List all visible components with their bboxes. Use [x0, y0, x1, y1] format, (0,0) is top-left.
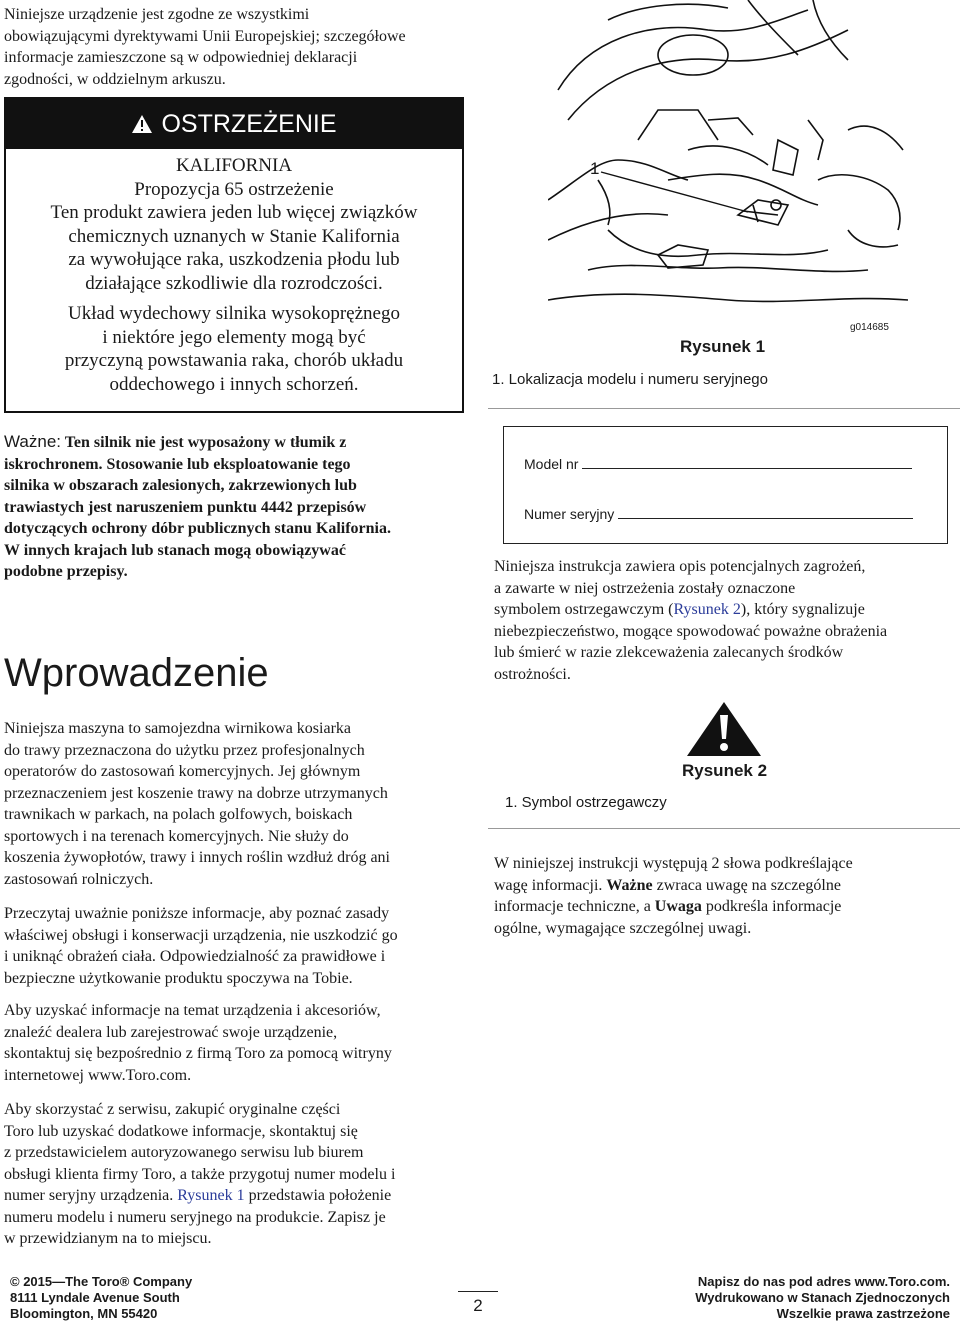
figure1-legend: 1. Lokalizacja modelu i numeru seryjnego: [492, 371, 768, 388]
warning-body: [6, 149, 462, 396]
text-line: operatorów do zastosowań komercyjnych. Jej głównym: [4, 763, 361, 780]
text-line: z przedstawicielem autoryzowanego serwisu lub biurem: [4, 1144, 364, 1161]
divider: [488, 828, 960, 829]
warning-line: przyczyną powstawania raka, chorób układu: [64, 350, 404, 371]
warning-line: oddechowego i innych schorzeń.: [109, 373, 359, 395]
important-line: iskrochronem. Stosowanie lub eksploatowanie tego: [4, 455, 351, 473]
model-serial-box: [503, 426, 948, 544]
read-carefully-paragraph: [4, 903, 466, 989]
safety-alert-triangle-icon: [686, 701, 762, 757]
figure1-callout-number: 1: [590, 159, 600, 178]
text-line: bezpieczne użytkowanie produktu spoczywa na Tobie.: [4, 969, 353, 987]
text-line: ogólne, wymagające szczególnej uwagi.: [494, 919, 752, 937]
serial-number-field[interactable]: [524, 504, 913, 522]
service-paragraph: [4, 1099, 466, 1250]
warning-line: Propozycja 65 ostrzeżenie: [134, 178, 334, 200]
text-line: i uniknąć obrażeń ciała. Odpowiedzialność za prawidłowe i: [4, 948, 386, 965]
text-line: Przeczytaj uważnie poniższe informacje, aby poznać zasady: [4, 905, 390, 922]
text-line: internetowej www.Toro.com.: [4, 1066, 192, 1084]
serial-number-label: Numer seryjny: [524, 506, 615, 522]
important-line: trawiastych jest naruszeniem punktu 4442 przepisów: [4, 498, 367, 516]
figure2-caption: Rysunek 2: [682, 761, 768, 780]
contact-paragraph: [4, 1000, 466, 1086]
bold-term: Ważne: [606, 876, 653, 894]
text-line: Toro lub uzyskać dodatkowe informacje, skontaktuj się: [4, 1122, 358, 1140]
bold-term: Uwaga: [654, 898, 702, 915]
warning-line: KALIFORNIA: [175, 155, 293, 176]
divider: [488, 408, 960, 409]
warning-line: chemicznych uznanych w Stanie Kalifornia: [68, 225, 400, 247]
figure2-legend: 1. Symbol ostrzegawczy: [505, 794, 667, 811]
signal-words-paragraph: [494, 853, 956, 939]
text-span: podkreśla informacje: [701, 898, 842, 915]
important-label: Ważne:: [4, 432, 62, 451]
footer-company-info: [10, 1274, 192, 1322]
text-line: właściwej obsługi i konserwacji urządzenia, nie uszkodzić go: [4, 926, 398, 944]
text-line: numeru modelu i numeru seryjnego na produkcie. Zapisz je: [4, 1208, 386, 1226]
page-number-rule: [458, 1291, 498, 1292]
text-line: sportowych i na terenach komercyjnych. Nie służy do: [4, 827, 349, 845]
section-heading: Wprowadzenie: [4, 651, 269, 695]
text-line: zastosowań rolniczych.: [4, 870, 154, 888]
text-line: a zawarte w niej ostrzeżenia zostały oznaczone: [494, 579, 796, 597]
text-line: niebezpieczeństwo, mogące spowodować poważne obrażenia: [494, 622, 888, 640]
warning-line: Ten produkt zawiera jeden lub więcej związków: [50, 202, 418, 223]
intro-line: zgodności, w oddzielnym arkuszu.: [4, 70, 226, 88]
footer-line: 8111 Lyndale Avenue South: [10, 1290, 180, 1305]
text-span: wagę informacji.: [494, 876, 607, 894]
figure1-caption: Rysunek 1: [680, 337, 766, 356]
intro-line: obowiązującymi dyrektywami Unii Europejskiej; szczegółowe: [4, 27, 406, 45]
important-line: Ten silnik nie jest wyposażony w tłumik z: [61, 434, 347, 451]
warning-header: [6, 99, 462, 149]
figure1-code: g014685: [850, 322, 889, 333]
warning-box: [4, 97, 464, 413]
figure2-link[interactable]: Rysunek 2: [673, 601, 741, 618]
text-line: w przewidzianym na to miejscu.: [4, 1230, 212, 1247]
footer-line: Wszelkie prawa zastrzeżone: [776, 1306, 950, 1321]
text-span: ), który sygnalizuje: [740, 601, 865, 618]
text-line: W niniejszej instrukcji występują 2 słowa podkreślające: [494, 855, 853, 872]
text-line: ostrożności.: [494, 665, 571, 683]
important-line: silnika w obszarach zalesionych, zakrzewionych lub: [4, 477, 357, 494]
text-span: numer seryjny urządzenia.: [4, 1187, 178, 1204]
intro-line: Niniejsze urządzenie jest zgodne ze wszystkimi: [4, 6, 310, 23]
important-line: dotyczących ochrony dóbr publicznych stanu Kalifornia.: [4, 520, 391, 537]
text-line: skontaktuj się bezpośrednio z firmą Toro za pomocą witryny: [4, 1045, 392, 1062]
important-line: W innych krajach lub stanach mogą obowiązywać: [4, 541, 346, 559]
warning-line: za wywołujące raka, uszkodzenia płodu lub: [68, 249, 400, 270]
footer-line: © 2015—The Toro® Company: [10, 1274, 193, 1289]
figure1-illustration: [548, 0, 908, 330]
warning-line: i niektóre jego elementy mogą być: [102, 326, 366, 348]
intro-line: informacje zamieszczone są w odpowiedniej deklaracji: [4, 49, 358, 66]
model-number-label: Model nr: [524, 456, 579, 472]
footer-line: Wydrukowano w Stanach Zjednoczonych: [695, 1290, 950, 1305]
model-number-field[interactable]: [524, 454, 912, 472]
text-line: trawnikach w parkach, na polach golfowych, boiskach: [4, 806, 353, 823]
text-line: koszenia żywopłotów, trawy i innych roślin wzdłuż dróg ani: [4, 849, 390, 866]
text-span: zwraca uwagę na szczególne: [652, 876, 841, 894]
intro-section-paragraph: [4, 718, 466, 890]
text-line: Niniejsza instrukcja zawiera opis potencjalnych zagrożeń,: [494, 558, 866, 575]
intro-paragraph: [4, 4, 454, 90]
footer-line: Napisz do nas pod adres www.Toro.com.: [697, 1274, 950, 1289]
footer-line: Bloomington, MN 55420: [10, 1306, 158, 1321]
text-line: przeznaczeniem jest koszenie trawy na dobrze utrzymanych: [4, 784, 388, 802]
important-line: podobne przepisy.: [4, 563, 128, 580]
important-note: [4, 431, 464, 583]
text-line: obsługi klienta firmy Toro, a także przygotuj numer modelu i: [4, 1165, 396, 1183]
text-line: Niniejsza maszyna to samojezdna wirnikowa kosiarka: [4, 720, 351, 737]
text-line: lub śmierć w razie zlekceważenia zalecanych środków: [494, 644, 844, 661]
page-number: 2: [473, 1296, 483, 1315]
text-span: informacje techniczne, a: [494, 898, 655, 915]
text-span: przedstawia położenie: [244, 1187, 392, 1204]
text-span: symbolem ostrzegawczym (: [494, 601, 674, 618]
warning-line: Układ wydechowy silnika wysokoprężnego: [68, 303, 400, 324]
footer-contact-info: [695, 1274, 950, 1322]
safety-symbol-paragraph: [494, 556, 956, 685]
warning-title: OSTRZEŻENIE: [161, 109, 337, 138]
warning-triangle-icon: [131, 114, 153, 134]
text-line: Aby uzyskać informacje na temat urządzenia i akcesoriów,: [4, 1002, 381, 1019]
warning-line: działające szkodliwie dla rozrodczości.: [85, 272, 383, 294]
text-line: znaleźć dealera lub zarejestrować swoje urządzenie,: [4, 1023, 338, 1041]
text-line: Aby skorzystać z serwisu, zakupić oryginalne części: [4, 1101, 341, 1118]
text-line: do trawy przeznaczona do użytku przez profesjonalnych: [4, 741, 365, 759]
figure1-link[interactable]: Rysunek 1: [177, 1187, 245, 1204]
